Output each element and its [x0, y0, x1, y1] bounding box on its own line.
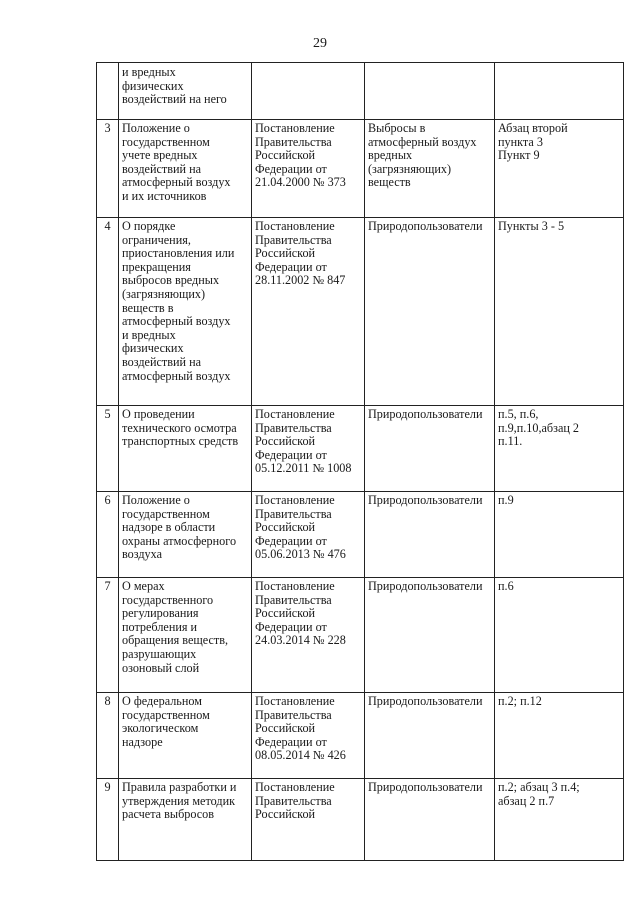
- act-basis: [252, 63, 365, 120]
- act-name: Правила разработки и утверждения методик расчета выбросов: [119, 779, 252, 861]
- page-number: 29: [313, 36, 327, 51]
- act-basis: Постановление Правительства Российской Федерации от 05.06.2013 № 476: [252, 492, 365, 578]
- act-subject: Природопользователи: [365, 218, 495, 406]
- act-basis: Постановление Правительства Российской: [252, 779, 365, 861]
- act-subject: Природопользователи: [365, 492, 495, 578]
- row-number: 9: [97, 779, 119, 861]
- act-basis: Постановление Правительства Российской Федерации от 05.12.2011 № 1008: [252, 406, 365, 492]
- act-subject: Природопользователи: [365, 693, 495, 779]
- act-clause: п.5, п.6, п.9,п.10,абзац 2 п.11.: [495, 406, 624, 492]
- table-row: [97, 693, 624, 779]
- act-name: О проведении технического осмотра транспортных средств: [119, 406, 252, 492]
- act-subject: Природопользователи: [365, 779, 495, 861]
- table-row: [97, 120, 624, 218]
- act-name: О федеральном государственном экологическом надзоре: [119, 693, 252, 779]
- act-clause: Абзац второй пункта 3 Пункт 9: [495, 120, 624, 218]
- act-basis: Постановление Правительства Российской Федерации от 21.04.2000 № 373: [252, 120, 365, 218]
- act-name: О порядке ограничения, приостановления или прекращения выбросов вредных (загрязняющих) веществ в атмосферный воздух и вредных физических воздействий на атмосферный воздух: [119, 218, 252, 406]
- row-number: 5: [97, 406, 119, 492]
- act-subject: Природопользователи: [365, 578, 495, 693]
- table-row: [97, 406, 624, 492]
- act-clause: п.9: [495, 492, 624, 578]
- regulations-table: [96, 62, 624, 861]
- row-number: 7: [97, 578, 119, 693]
- act-subject: Природопользователи: [365, 406, 495, 492]
- act-basis: Постановление Правительства Российской Федерации от 08.05.2014 № 426: [252, 693, 365, 779]
- act-subject: [365, 63, 495, 120]
- table-row: [97, 779, 624, 861]
- table-row: [97, 578, 624, 693]
- act-name: Положение о государственном надзоре в области охраны атмосферного воздуха: [119, 492, 252, 578]
- act-name: и вредных физических воздействий на него: [119, 63, 252, 120]
- act-clause: п.2; п.12: [495, 693, 624, 779]
- row-number: 8: [97, 693, 119, 779]
- act-basis: Постановление Правительства Российской Федерации от 24.03.2014 № 228: [252, 578, 365, 693]
- table-row: [97, 218, 624, 406]
- act-clause: п.6: [495, 578, 624, 693]
- row-number: 3: [97, 120, 119, 218]
- row-number: [97, 63, 119, 120]
- table-row: [97, 492, 624, 578]
- row-number: 4: [97, 218, 119, 406]
- act-basis: Постановление Правительства Российской Федерации от 28.11.2002 № 847: [252, 218, 365, 406]
- table-row: [97, 63, 624, 120]
- act-clause: Пункты 3 - 5: [495, 218, 624, 406]
- act-name: Положение о государственном учете вредных воздействий на атмосферный воздух и их источников: [119, 120, 252, 218]
- act-clause: [495, 63, 624, 120]
- row-number: 6: [97, 492, 119, 578]
- act-name: О мерах государственного регулирования потребления и обращения веществ, разрушающих озоновый слой: [119, 578, 252, 693]
- act-subject: Выбросы в атмосферный воздух вредных (загрязняющих) веществ: [365, 120, 495, 218]
- act-clause: п.2; абзац 3 п.4; абзац 2 п.7: [495, 779, 624, 861]
